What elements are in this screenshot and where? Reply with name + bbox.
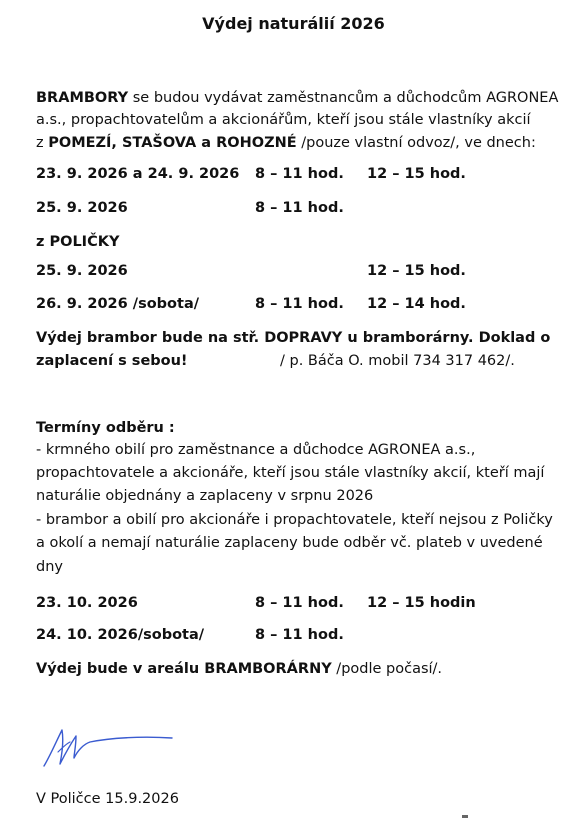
terms-line: - brambor a obilí pro akcionáře i propachtovatele, kteří nejsou z Poličky (36, 512, 553, 528)
intro-places: POMEZÍ, STAŠOVA a ROHOZNÉ (48, 135, 297, 151)
schedule-afternoon: 12 – 14 hod. (367, 296, 466, 312)
pickup-contact: / p. Báča O. mobil 734 317 462/. (280, 353, 515, 369)
schedule-morning: 8 – 11 hod. (255, 627, 344, 643)
schedule-date: 25. 9. 2026 (36, 263, 128, 279)
pickup-line-1: Výdej brambor bude na stř. DOPRAVY u bramborárny. Doklad o (36, 330, 551, 346)
page-title: Výdej naturálií 2026 (202, 14, 385, 33)
schedule-morning: 8 – 11 hod. (255, 595, 344, 611)
intro-line-1 (36, 88, 558, 108)
closing-bold: Výdej bude v areálu BRAMBORÁRNY (36, 661, 332, 677)
signature-image (40, 722, 180, 772)
intro-line-2: a.s., propachtovatelům a akcionářům, kteří jsou stále vlastníky akcií (36, 112, 531, 128)
terms-line: propachtovatele a akcionáře, kteří jsou stále vlastníky akcií, kteří mají (36, 465, 545, 481)
pickup-line-2: zaplacení s sebou! (36, 353, 188, 369)
scan-mark (462, 815, 468, 818)
schedule-date: 23. 10. 2026 (36, 595, 138, 611)
schedule-date: 23. 9. 2026 a 24. 9. 2026 (36, 166, 240, 182)
intro-line-3-rest: /pouze vlastní odvoz/, ve dnech: (296, 135, 536, 151)
intro-line-1-rest: se budou vydávat zaměstnancům a důchodcům AGRONEA (128, 90, 559, 106)
terms-line: a okolí a nemají naturálie zaplaceny bude odběr vč. plateb v uvedené (36, 535, 543, 551)
intro-line-3 (36, 133, 536, 153)
intro-line-3-pre: z (36, 135, 49, 151)
schedule-morning: 8 – 11 hod. (255, 166, 344, 182)
terms-line: naturálie objednány a zaplaceny v srpnu 2026 (36, 488, 374, 504)
closing-rest: /podle počasí/. (331, 661, 443, 677)
schedule-date: 26. 9. 2026 /sobota/ (36, 296, 200, 312)
schedule-afternoon: 12 – 15 hod. (367, 263, 466, 279)
schedule-morning: 8 – 11 hod. (255, 296, 344, 312)
terms-line: - krmného obilí pro zaměstnance a důchodce AGRONEA a.s., (36, 442, 476, 458)
place-date: V Poličce 15.9.2026 (36, 791, 179, 807)
schedule-afternoon: 12 – 15 hodin (367, 595, 476, 611)
schedule-morning: 8 – 11 hod. (255, 200, 344, 216)
terms-line: dny (36, 559, 63, 575)
closing-line (36, 659, 442, 679)
terms-heading: Termíny odběru : (36, 420, 175, 436)
intro-product: BRAMBORY (36, 90, 129, 106)
policka-heading: z POLIČKY (36, 234, 120, 250)
schedule-date: 25. 9. 2026 (36, 200, 128, 216)
schedule-date: 24. 10. 2026/sobota/ (36, 627, 205, 643)
schedule-afternoon: 12 – 15 hod. (367, 166, 466, 182)
